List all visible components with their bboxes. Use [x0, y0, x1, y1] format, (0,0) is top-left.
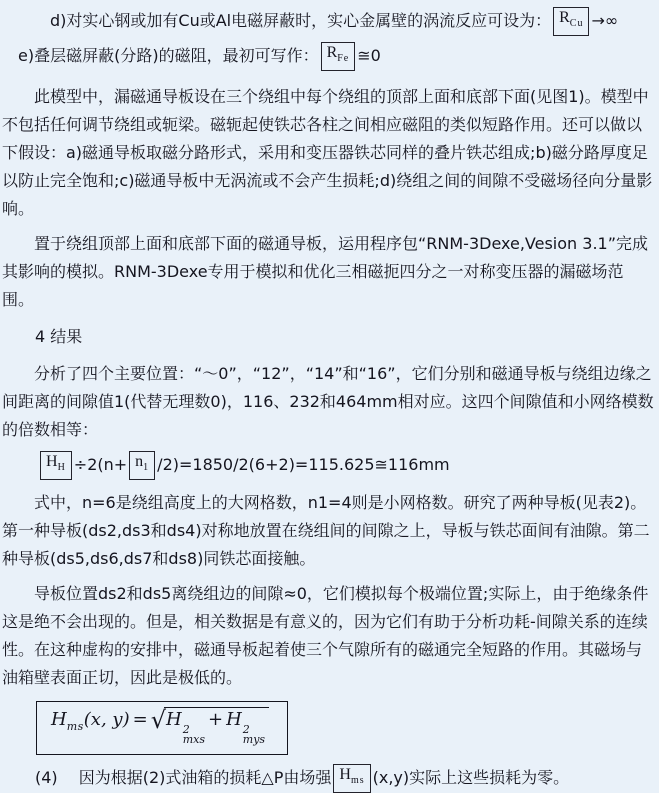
h-window-variable-box: [40, 451, 72, 480]
paragraph-mesh-numbers: 式中，n=6是绕组高度上的大网格数，n1=4则是小网格数。研究了两种导板(见表2)。第一种导板(ds2,ds3和ds4)对称地放置在绕组间的间隙之上，导板与铁芯面间有油隙。第二种导板(ds5,ds6,ds7和ds8)同铁芯面接触。: [2, 493, 650, 568]
hms-lhs-base: H: [51, 709, 67, 730]
hms-plus: +: [207, 709, 224, 730]
paragraph-ds-positions: 导板位置ds2和ds5离绕组边的间隙≈0，它们模拟每个极端位置;实际上，由于绝缘条件这是绝不会出现的。但是，相关数据是有意义的，因为它们有助于分析功耗-间隙关系的连续性。在这种虚构的安排中，磁通导板起着使三个气隙所有的磁通完全短路的作用。其磁场与油箱壁表面正切，因此是极低的。: [2, 584, 649, 687]
section-heading-results: 4 结果: [35, 327, 83, 346]
hms-lhs-args: (x, y): [83, 709, 130, 730]
n1-base: n: [135, 453, 144, 470]
h-window-base: H: [46, 453, 58, 470]
item-d-text: d)对实心钢或加有Cu或Al电磁屏蔽时，实心金属壁的涡流反应可设为：: [50, 11, 552, 30]
r-cu-variable-box: [553, 7, 589, 36]
r-fe-subscript: Fe: [337, 53, 350, 64]
h-ms-base: H: [339, 766, 351, 783]
hms-term1-base: H: [165, 709, 182, 730]
hms-radicand: [164, 707, 269, 746]
hms-term1-superscript: 2: [182, 723, 190, 736]
item-e-text: e)叠层磁屏蔽(分路)的磁阻，最初可写作：: [18, 46, 319, 65]
r-fe-base: R: [326, 44, 338, 61]
gap-formula-line: [2, 451, 655, 480]
n1-subscript: 1: [143, 462, 150, 473]
r-cu-subscript: Cu: [569, 18, 584, 29]
r-fe-variable-box: [321, 42, 356, 71]
gap-formula-mid2: /2)=1850/2(6+2)=115.625≅116mm: [157, 455, 450, 474]
item-e-line: [2, 42, 655, 71]
item-d-line: [2, 7, 655, 36]
item-e-suffix: ≅0: [357, 46, 381, 65]
paragraph-model-assumptions: 此模型中，漏磁通导板设在三个绕组中每个绕组的顶部上面和底部下面(见图1)。模型中不包括任何调节绕组或轭梁。磁轭起使铁芯各柱之间相应磁阻的类似短路作用。还可以做以下假设：a)磁通导板取磁分路形式，采用和变压器铁芯同样的叠片铁芯组成;b)磁分路厚度足以防止完全饱和;c)磁通导板中无涡流或不会产生损耗;d)绕组之间的间隙不受磁场径向分量影响。: [2, 87, 653, 218]
paragraph-four-positions: 分析了四个主要位置：“～0”，“12”，“14”和“16”，它们分别和磁通导板与绕组边缘之间距离的间隙值1(代替无理数0)，116、232和464mm相对应。这四个间隙值和小网络模数的倍数相等：: [2, 364, 654, 439]
hms-lhs-subscript: ms: [66, 720, 84, 733]
n1-variable-box: [129, 451, 155, 480]
hms-term2-base: H: [226, 709, 242, 730]
h-window-subscript: H: [57, 462, 66, 473]
note-4-suffix: (x,y)实际上这些损耗为零。: [372, 768, 570, 787]
note-4-line: [2, 764, 655, 793]
h-ms-variable-box: [333, 764, 370, 793]
r-cu-base: R: [559, 9, 570, 26]
paragraph-rnm-3dexe: 置于绕组顶部上面和底部下面的磁通导板，运用程序包“RNM-3Dexe,Vesion 3.1”完成其影响的模拟。RNM-3Dexe专用于模拟和优化三相磁扼四分之一对称变压器的漏磁场范围。: [2, 234, 649, 309]
hms-formula-box: [36, 701, 288, 755]
radical-sign: √: [150, 706, 166, 734]
item-d-suffix: →∞: [591, 11, 619, 30]
hms-term2-scripts: [243, 725, 265, 745]
note-4-text: (4) 因为根据(2)式油箱的损耗△P由场强: [35, 768, 332, 787]
h-ms-subscript: ms: [350, 775, 365, 786]
hms-term1-scripts: [183, 725, 205, 745]
hms-equals: =: [132, 709, 148, 730]
hms-term1-subscript: mxs: [182, 733, 205, 746]
hms-term2-subscript: mys: [242, 733, 266, 746]
hms-term2-superscript: 2: [242, 723, 250, 736]
gap-formula-mid1: ÷2(n+: [73, 455, 128, 474]
hms-formula-row: [36, 701, 655, 755]
